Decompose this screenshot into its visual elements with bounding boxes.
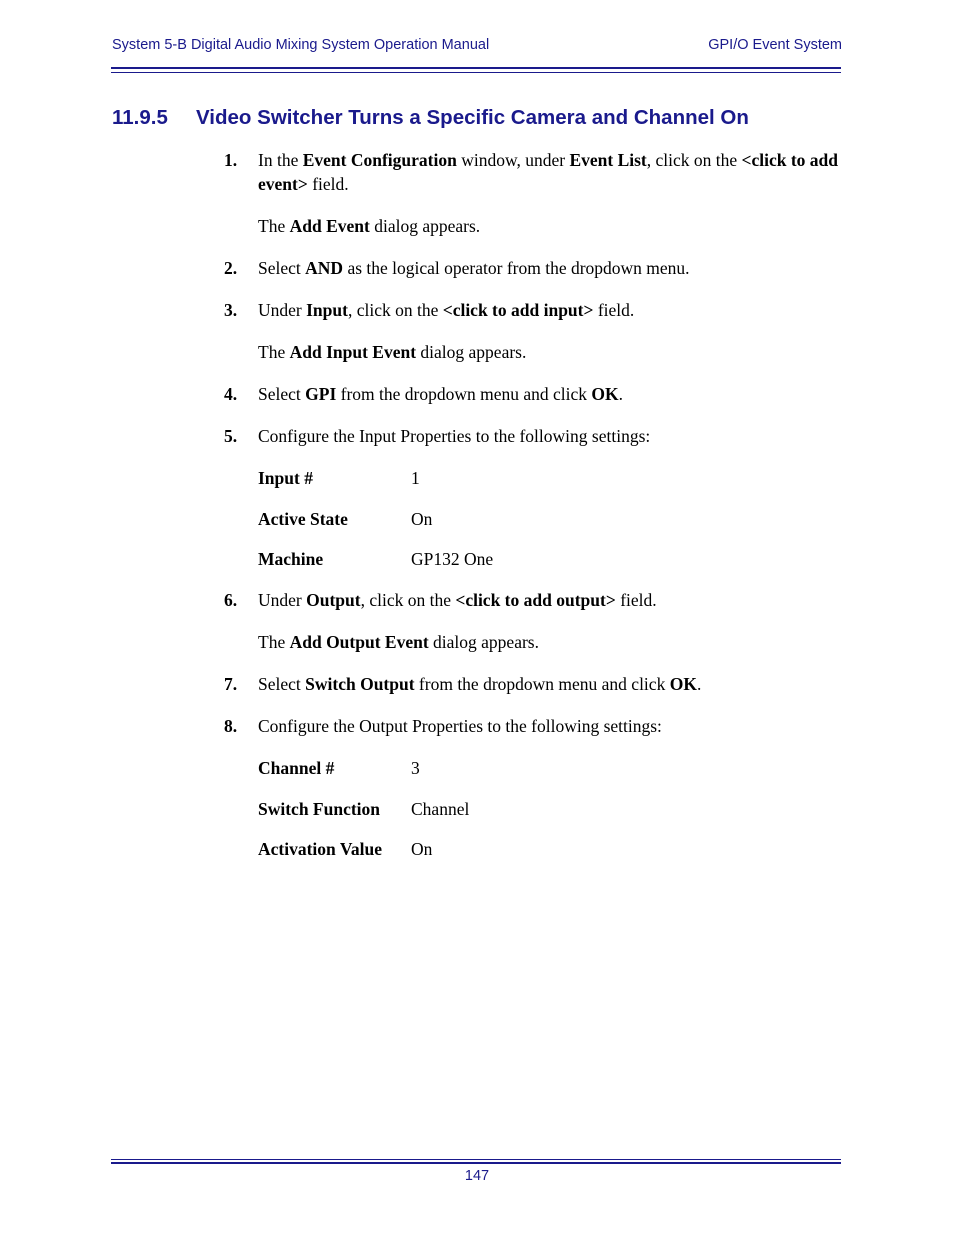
step-7 — [224, 672, 844, 696]
step-number: 3. — [224, 300, 238, 320]
setting-value: On — [411, 839, 433, 859]
setting-value: Channel — [411, 799, 470, 819]
setting-machine — [258, 547, 493, 571]
step-2 — [224, 256, 844, 280]
section-number: 11.9.5 — [112, 106, 168, 129]
setting-value: 3 — [411, 758, 420, 778]
setting-value: 1 — [411, 468, 420, 488]
step-text: Under Output, click on the <click to add output> field. — [258, 590, 657, 610]
setting-label: Activation Value — [258, 839, 382, 859]
step-number: 1. — [224, 150, 238, 170]
setting-active-state — [258, 507, 432, 531]
setting-label: Machine — [258, 549, 324, 569]
setting-value: GP132 One — [411, 549, 494, 569]
step-number: 6. — [224, 590, 238, 610]
step-number: 8. — [224, 716, 238, 736]
step-number: 5. — [224, 426, 238, 446]
page-number: 147 — [464, 1168, 490, 1184]
step-text: Configure the Input Properties to the following settings: — [258, 426, 651, 446]
setting-value: On — [411, 509, 433, 529]
setting-switch-function — [258, 797, 469, 821]
setting-label: Input # — [258, 468, 313, 488]
step-text: Select Switch Output from the dropdown menu and click OK. — [258, 674, 702, 694]
step-6 — [224, 588, 844, 612]
step-text: Select AND as the logical operator from the dropdown menu. — [258, 258, 690, 278]
step-3-result: The Add Input Event dialog appears. — [258, 342, 527, 362]
footer-rule-thin — [111, 1159, 841, 1160]
step-1 — [224, 148, 844, 196]
chapter-title: GPI/O Event System — [708, 37, 842, 53]
step-number: 7. — [224, 674, 238, 694]
step-8 — [224, 714, 844, 738]
footer-rule-thick — [111, 1162, 841, 1164]
manual-title: System 5-B Digital Audio Mixing System Operation Manual — [112, 37, 490, 53]
step-number: 2. — [224, 258, 238, 278]
step-4 — [224, 382, 844, 406]
step-3 — [224, 298, 844, 322]
header-rule-thick — [111, 67, 841, 69]
setting-input-number — [258, 466, 420, 490]
setting-activation-value — [258, 837, 432, 861]
step-text: Configure the Output Properties to the following settings: — [258, 716, 662, 736]
setting-label: Switch Function — [258, 799, 381, 819]
setting-label: Active State — [258, 509, 348, 529]
setting-channel-number — [258, 756, 420, 780]
step-text: In the Event Configuration window, under Event List, click on the <click to add event> field. — [258, 150, 839, 194]
step-number: 4. — [224, 384, 238, 404]
header-rule-thin — [111, 72, 841, 73]
section-heading — [112, 106, 749, 130]
step-text: Select GPI from the dropdown menu and click OK. — [258, 384, 624, 404]
section-title: Video Switcher Turns a Specific Camera and Channel On — [196, 106, 749, 129]
setting-label: Channel # — [258, 758, 335, 778]
step-text: Under Input, click on the <click to add input> field. — [258, 300, 635, 320]
step-5 — [224, 424, 844, 448]
step-6-result: The Add Output Event dialog appears. — [258, 632, 539, 652]
step-1-result: The Add Event dialog appears. — [258, 216, 481, 236]
